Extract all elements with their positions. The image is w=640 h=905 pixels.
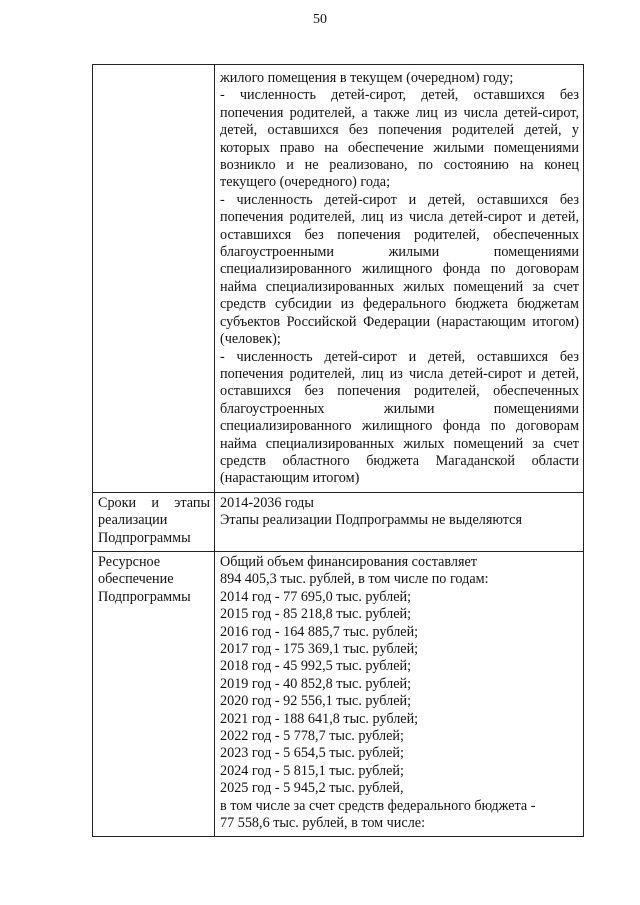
- subprogram-passport-table: [92, 64, 584, 837]
- label-line: реализации: [98, 512, 168, 529]
- indicator-paragraph: жилого помещения в текущем (очередном) году;: [220, 70, 514, 86]
- funding-year-line: 2025 год - 5 945,2 тыс. рублей,: [220, 780, 404, 797]
- funding-year-line: 2017 год - 175 369,1 тыс. рублей;: [220, 641, 419, 657]
- table-row-timeline: [93, 492, 584, 551]
- funding-year-line: 2021 год - 188 641,8 тыс. рублей;: [220, 710, 419, 727]
- funding-year-line: 2022 год - 5 778,7 тыс. рублей;: [220, 728, 404, 745]
- timeline-stages: Этапы реализации Подпрограммы не выделяются: [220, 512, 522, 529]
- indicator-paragraph: - численность детей-сирот и детей, оставшихся без попечения родителей, лиц из числа детей-сирот и детей, оставшихся без попечения родителей, обеспеченных благоустроенными жилыми помещениями специализированного жилищного фонда по договорам найма специализированных жилых помещений за счет средств субсидии из федерального бюджета бюджетам субъектов Российской Федерации (нарастающим итогом) (человек);: [220, 191, 579, 348]
- indicator-paragraph: - численность детей-сирот и детей, оставшихся без попечения родителей, лиц из числа детей-сирот и детей, оставшихся без попечения родителей, обеспеченных благоустроенных жилыми помещениями специализированного жилищного фонда по договорам найма специализированных жилых помещений за счет средств областного бюджета Магаданской области (нарастающим итогом): [220, 348, 579, 487]
- funding-year-line: 2023 год - 5 654,5 тыс. рублей;: [220, 745, 404, 762]
- funding-line: 894 405,3 тыс. рублей, в том числе по годам:: [220, 571, 489, 588]
- row-label-empty: [93, 65, 215, 493]
- funding-line: Общий объем финансирования составляет: [220, 553, 477, 570]
- table-row-indicators: [93, 65, 584, 493]
- label-line: Ресурсное: [98, 553, 161, 570]
- row-label-funding: [93, 551, 215, 837]
- funding-line: 77 558,6 тыс. рублей, в том числе:: [220, 815, 426, 832]
- timeline-period: 2014-2036 годы: [220, 494, 314, 511]
- table-row-funding: [93, 551, 584, 837]
- label-line: Подпрограммы: [98, 588, 191, 605]
- funding-year-line: 2024 год - 5 815,1 тыс. рублей;: [220, 762, 404, 779]
- row-label-timeline: [93, 492, 215, 551]
- page-number: 50: [313, 12, 327, 27]
- indicators-cell: [215, 65, 584, 493]
- funding-year-line: 2020 год - 92 556,1 тыс. рублей;: [220, 693, 412, 710]
- timeline-cell: [215, 492, 584, 551]
- funding-year-line: 2016 год - 164 885,7 тыс. рублей;: [220, 623, 419, 640]
- funding-line: в том числе за счет средств федерального бюджета -: [220, 797, 536, 814]
- funding-year-line: 2019 год - 40 852,8 тыс. рублей;: [220, 675, 412, 692]
- label-line: Подпрограммы: [98, 529, 191, 546]
- indicator-paragraph: - численность детей-сирот, детей, оставшихся без попечения родителей, а также лиц из числа детей-сирот, детей, оставшихся без попечения родителей детей, у которых право на обеспечение жилыми помещениями возникло и не реализовано, по состоянию на конец текущего (очередного) года;: [220, 87, 579, 191]
- funding-cell: [215, 551, 584, 837]
- funding-year-line: 2014 год - 77 695,0 тыс. рублей;: [220, 588, 412, 605]
- label-line: обеспечение: [98, 571, 174, 588]
- funding-year-line: 2015 год - 85 218,8 тыс. рублей;: [220, 606, 412, 623]
- funding-year-line: 2018 год - 45 992,5 тыс. рублей;: [220, 658, 412, 675]
- label-line: Сроки и этапы: [98, 494, 210, 511]
